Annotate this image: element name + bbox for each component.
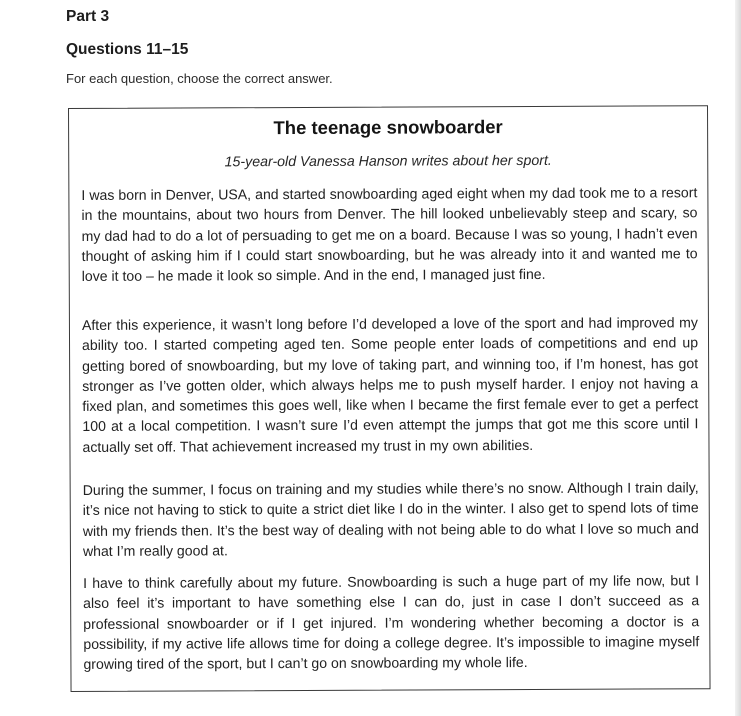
- part-heading: Part 3: [66, 8, 110, 25]
- questions-heading: Questions 11–15: [66, 41, 189, 58]
- article-paragraph-4: I have to think carefully about my future. Snowboarding is such a huge part of my life now, but I also feel it’s important to have something else I can do, just in case I don’t succeed as a professional snowboarder or if I get injured. I’m wondering whether becoming a doctor is a possibility, if my active life allows time for doing a college degree. It’s impossible to imagine myself growing tired of the sport, but I can’t go on snowboarding my whole life.: [83, 572, 700, 673]
- page-edge-shadow: [735, 0, 741, 716]
- article-paragraph-3: During the summer, I focus on training and my studies while there’s no snow. Although I train daily, it’s nice not having to stick to quite a strict diet like I do in the winter. I also get to spend lots of time with my friends then. It’s the best way of dealing with not being able to do what I love so much and what I’m really good at.: [82, 479, 699, 559]
- instruction-text: For each question, choose the correct answer.: [66, 71, 333, 86]
- article-subtitle: 15-year-old Vanessa Hanson writes about her sport.: [224, 152, 552, 171]
- article-box: [68, 105, 711, 692]
- article-paragraph-1: I was born in Denver, USA, and started snowboarding aged eight when my dad took me to a resort in the mountains, about two hours from Denver. The hill looked unbelievably steep and scary, so my dad had to do a lot of persuading to get me on a board. Because I was so young, I hadn’t even thought of asking him if I could start snowboarding, but he was already into it and wanted me to love it too – he made it look so simple. And in the end, I managed just fine.: [81, 184, 698, 285]
- article-title: The teenage snowboarder: [273, 116, 503, 139]
- article-paragraph-2: After this experience, it wasn’t long before I’d developed a love of the sport and had improved my ability too. I started competing aged ten. Some people enter loads of competitions and end up getting bored of snowboarding, but my love of taking part, and winning too, if I’m honest, has got stronger as I’ve gotten older, which always helps me to push myself harder. I enjoy not having a fixed plan, and sometimes this goes well, like when I became the first female ever to get a perfect 100 at a local competition. I wasn’t sure I’d even attempt the jumps that got me this score until I actually set off. That achievement increased my trust in my own abilities.: [81, 314, 699, 455]
